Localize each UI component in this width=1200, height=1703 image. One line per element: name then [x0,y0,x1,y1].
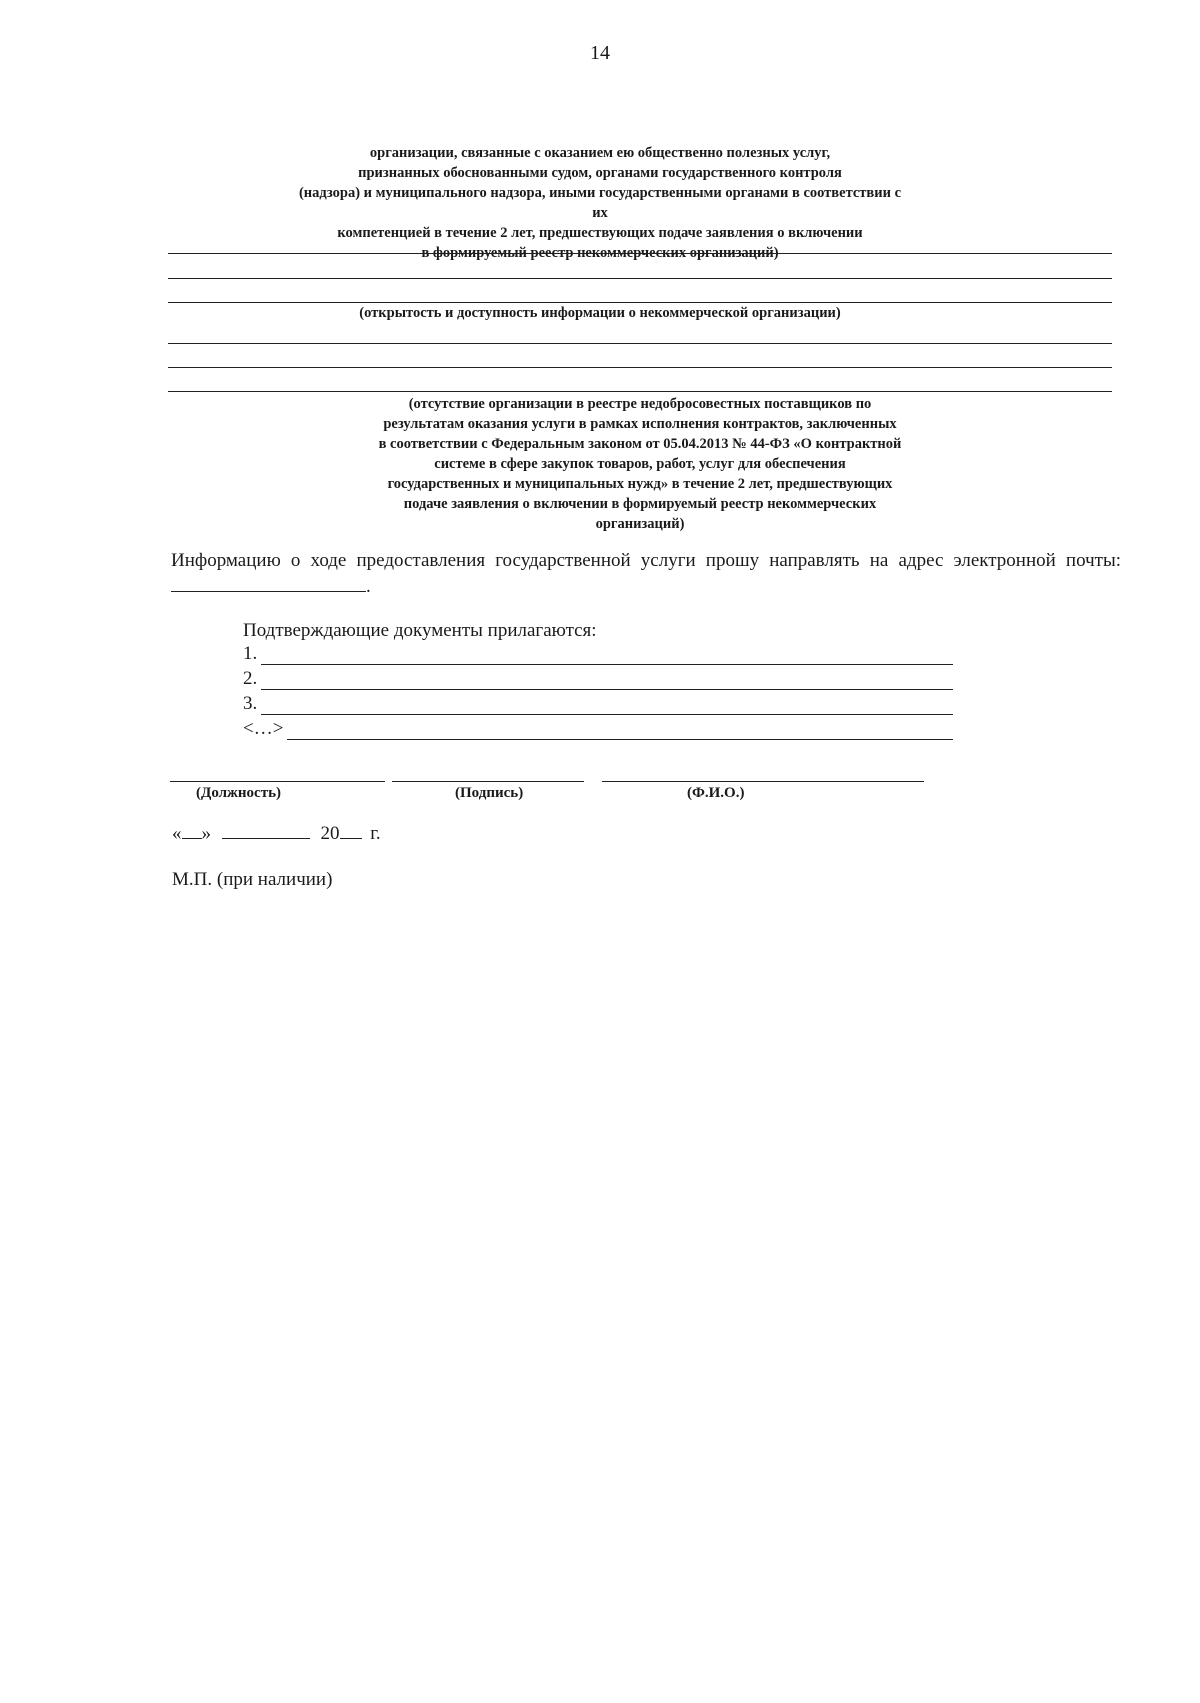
caption-line: организации, связанные с оказанием ею общественно полезных услуг, [369,145,831,161]
fill-line[interactable] [168,253,1112,254]
doc-item-field[interactable] [261,673,953,690]
signature-label: (Подпись) [455,785,524,801]
caption-line: результатам оказания услуги в рамках исполнения контрактов, заключенных [383,416,897,432]
caption-line: (отсутствие организации в реестре недобросовестных поставщиков по [408,396,872,412]
doc-item [243,693,953,715]
caption-line: в соответствии с Федеральным законом от 05.04.2013 № 44-ФЗ «О контрактной [378,436,902,452]
doc-item [243,643,953,665]
date-quote-close: » [201,823,211,844]
email-paragraph [171,548,1121,599]
doc-item-number: 3. [243,693,258,714]
caption-registry [340,394,940,534]
fill-line[interactable] [168,367,1112,368]
doc-item-field[interactable] [287,723,953,740]
date-day-field[interactable] [182,822,202,839]
caption-line: системе в сфере закупок товаров, работ, услуг для обеспечения [434,456,846,472]
caption-line: (надзора) и муниципального надзора, иными государственными органами в соответствии с их [298,185,902,221]
name-label: (Ф.И.О.) [687,785,745,801]
docs-title: Подтверждающие документы прилагаются: [243,620,597,641]
caption-line: подаче заявления о включении в формируемый реестр некоммерческих [403,496,877,512]
date-month-field[interactable] [222,822,310,839]
doc-item-number: 1. [243,643,258,664]
doc-item-number: <…> [243,718,284,739]
caption-line: признанных обоснованными судом, органами государственного контроля [358,165,842,181]
position-label: (Должность) [196,785,282,801]
doc-item-field[interactable] [261,648,953,665]
fill-line[interactable] [168,343,1112,344]
doc-item-number: 2. [243,668,258,689]
date-year-suffix: г. [370,823,381,844]
email-paragraph-text: Информацию о ходе предоставления государственной услуги прошу направлять на адрес электронной почты: [171,550,1121,571]
stamp-label: М.П. (при наличии) [172,869,333,890]
doc-item [243,718,953,740]
caption-line: государственных и муниципальных нужд» в течение 2 лет, предшествующих [387,476,893,492]
doc-item [243,668,953,690]
position-field[interactable] [170,781,385,782]
date-year-field[interactable] [340,822,362,839]
name-field[interactable] [602,781,924,782]
signature-field[interactable] [392,781,584,782]
caption-line: компетенцией в течение 2 лет, предшествующих подаче заявления о включении [337,225,863,241]
page-number: 14 [590,42,610,64]
email-paragraph-end: . [366,576,371,597]
doc-item-field[interactable] [261,698,953,715]
caption-violations [290,143,910,263]
fill-line[interactable] [168,391,1112,392]
date-year-prefix: 20 [320,823,340,844]
caption-line: в формируемый реестр некоммерческих организаций) [421,245,779,261]
date-row [172,822,381,845]
date-quote-open: « [172,823,182,844]
caption-line: организаций) [595,516,685,532]
fill-line[interactable] [168,278,1112,279]
email-field[interactable] [171,573,366,592]
caption-openness: (открытость и доступность информации о некоммерческой организации) [359,305,841,321]
